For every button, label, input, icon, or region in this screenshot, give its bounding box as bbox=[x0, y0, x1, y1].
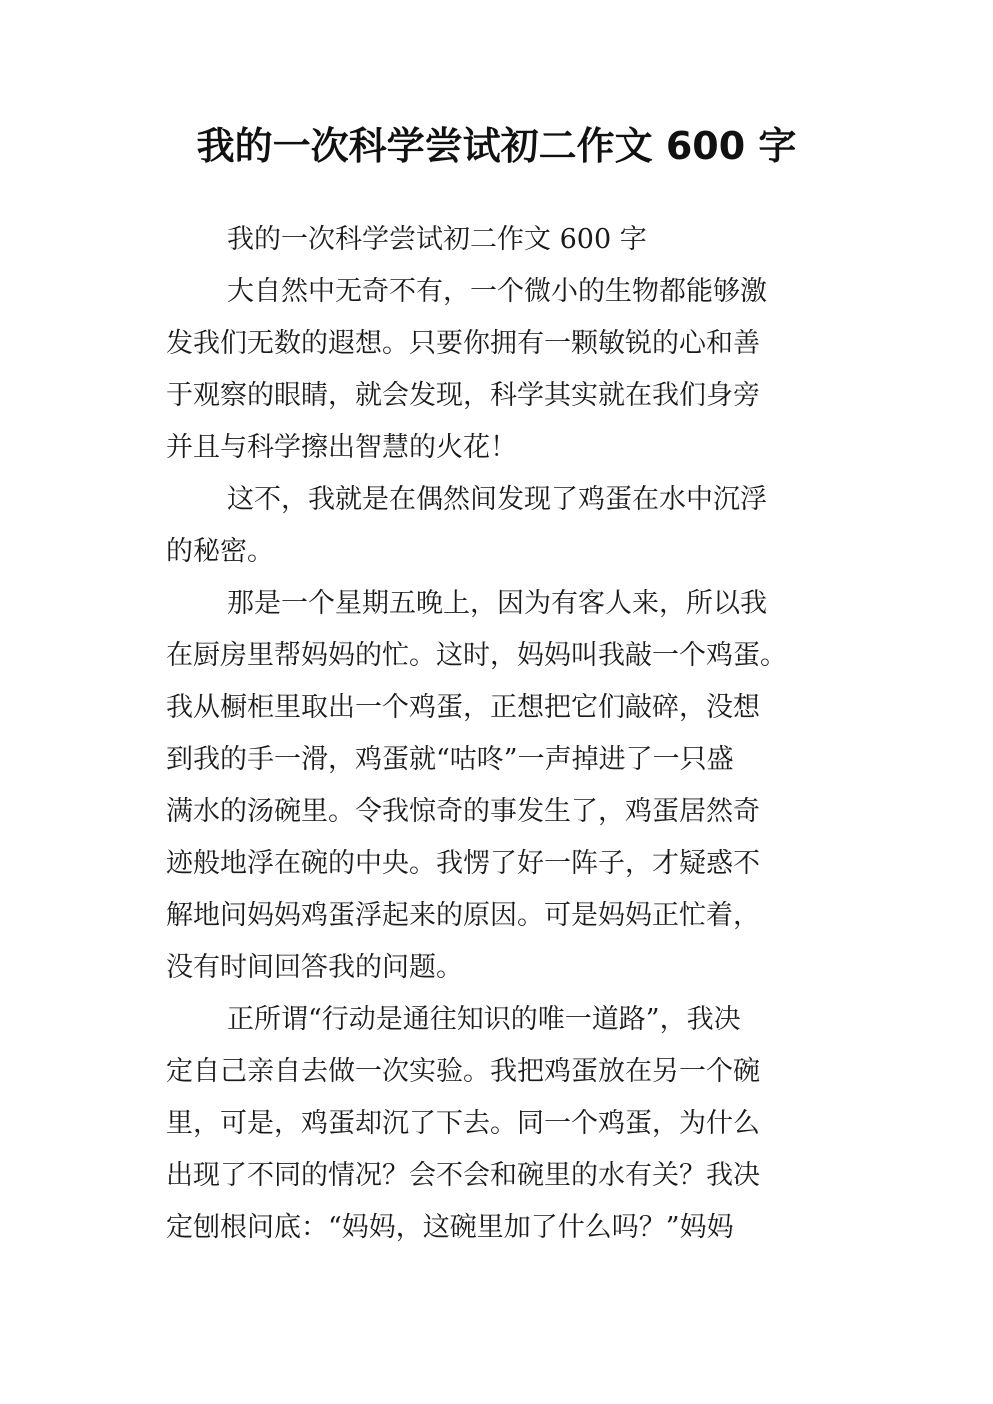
paragraph-line: 正所谓“行动是通往知识的唯一道路”，我决 bbox=[227, 1004, 741, 1035]
document-body bbox=[166, 214, 856, 1254]
paragraph-line: 迹般地浮在碗的中央。我愣了好一阵子，才疑惑不 bbox=[166, 848, 760, 879]
paragraph-line: 发我们无数的遐想。只要你拥有一颗敏锐的心和善 bbox=[166, 328, 760, 359]
paragraph-line: 没有时间回答我的问题。 bbox=[166, 952, 463, 983]
paragraph-line: 的秘密。 bbox=[166, 536, 274, 567]
paragraph-line: 我从橱柜里取出一个鸡蛋，正想把它们敲碎，没想 bbox=[166, 692, 760, 723]
paragraph-line: 定自己亲自去做一次实验。我把鸡蛋放在另一个碗 bbox=[166, 1056, 760, 1087]
paragraph-line: 在厨房里帮妈妈的忙。这时，妈妈叫我敲一个鸡蛋。 bbox=[166, 640, 787, 671]
paragraph-line: 于观察的眼睛，就会发现，科学其实就在我们身旁 bbox=[166, 380, 760, 411]
paragraph-line: 我的一次科学尝试初二作文 600 字 bbox=[227, 224, 647, 255]
paragraph-line: 解地问妈妈鸡蛋浮起来的原因。可是妈妈正忙着， bbox=[166, 900, 760, 931]
paragraph-line: 这不，我就是在偶然间发现了鸡蛋在水中沉浮 bbox=[227, 484, 767, 515]
paragraph-line: 出现了不同的情况？会不会和碗里的水有关？我决 bbox=[166, 1160, 760, 1191]
paragraph-line: 那是一个星期五晚上，因为有客人来，所以我 bbox=[227, 588, 767, 619]
paragraph-line: 里，可是，鸡蛋却沉了下去。同一个鸡蛋，为什么 bbox=[166, 1108, 760, 1139]
paragraph-line: 并且与科学擦出智慧的火花！ bbox=[166, 432, 517, 463]
paragraph-line: 大自然中无奇不有，一个微小的生物都能够激 bbox=[227, 276, 767, 307]
paragraph-line: 满水的汤碗里。令我惊奇的事发生了，鸡蛋居然奇 bbox=[166, 796, 760, 827]
document-title: 我的一次科学尝试初二作文 600 字 bbox=[196, 124, 797, 168]
paragraph-line: 到我的手一滑，鸡蛋就“咕咚”一声掉进了一只盛 bbox=[166, 744, 734, 775]
paragraph-line: 定刨根问底：“妈妈，这碗里加了什么吗？”妈妈 bbox=[166, 1212, 734, 1243]
